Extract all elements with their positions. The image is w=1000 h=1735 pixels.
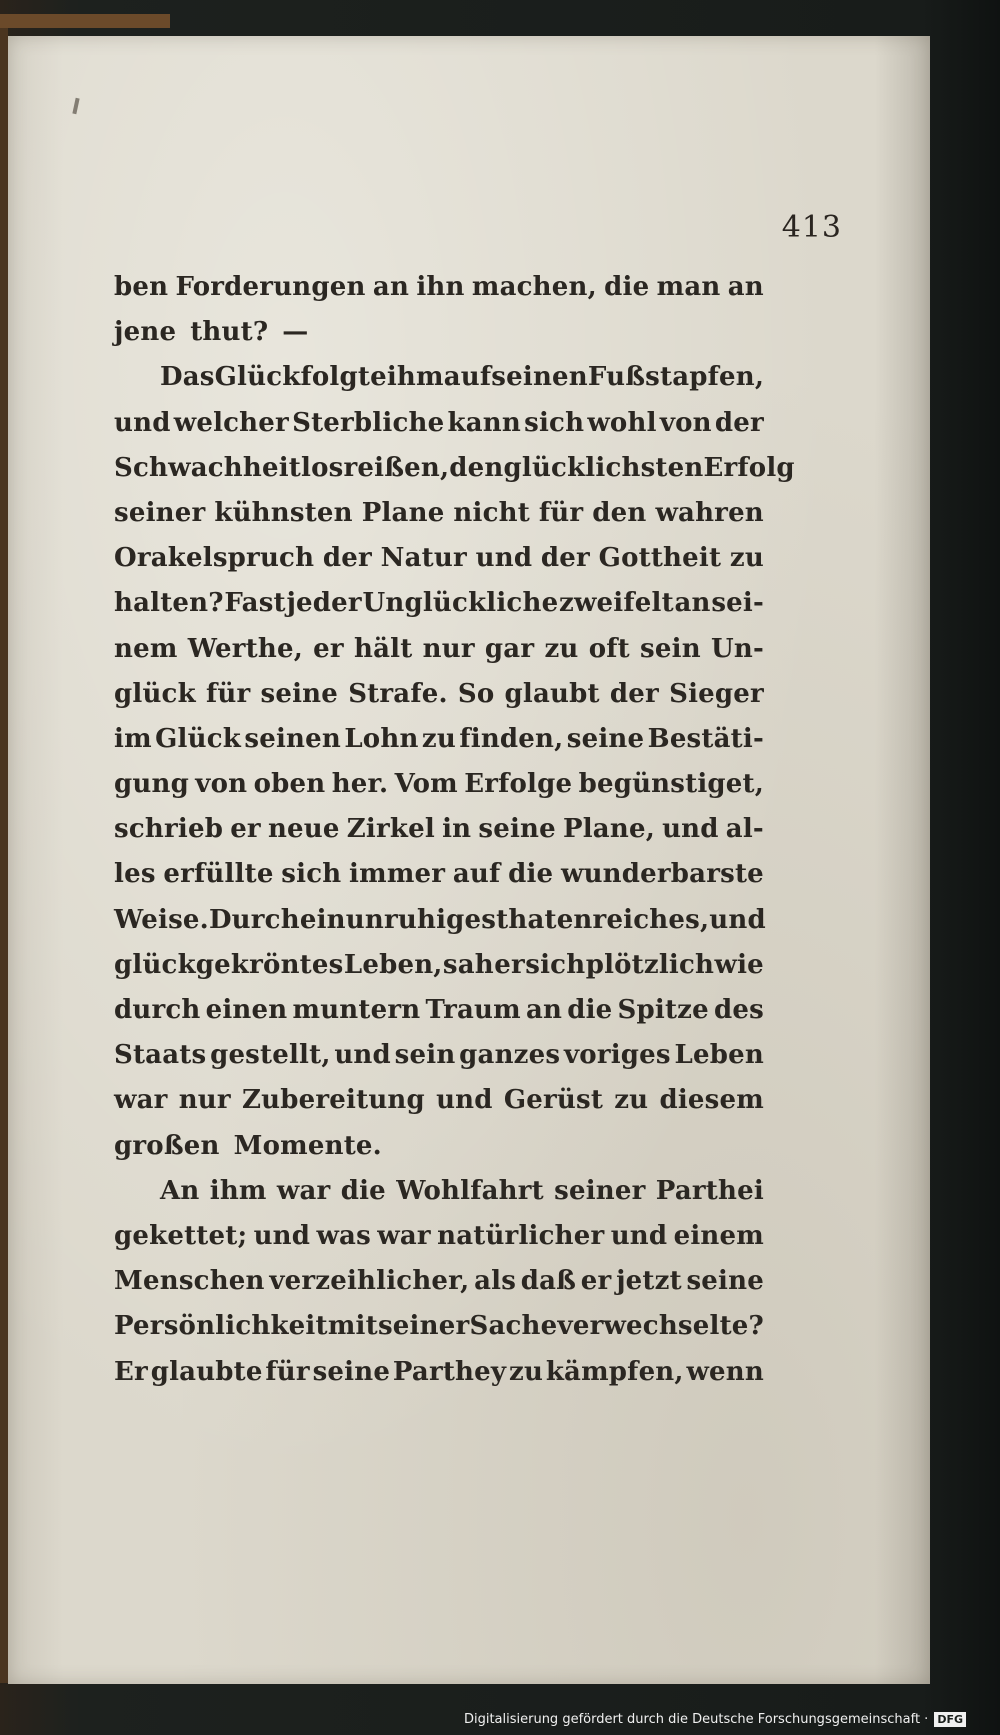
text-line xyxy=(114,1304,764,1349)
word: verwechselte? xyxy=(557,1311,764,1342)
word: natürlicher xyxy=(437,1220,605,1251)
word: zu xyxy=(614,1085,649,1116)
word: zu xyxy=(508,1356,544,1387)
word: welcher xyxy=(173,407,289,438)
word: thut? xyxy=(190,317,269,348)
word: Parthey xyxy=(392,1356,507,1387)
word: erfüllte xyxy=(163,859,274,890)
word: seine xyxy=(566,723,645,754)
word: und xyxy=(253,1220,311,1251)
text-line xyxy=(114,310,764,355)
word: seine xyxy=(260,678,339,709)
word: Unglückliche xyxy=(362,588,559,619)
word: finden, xyxy=(459,723,564,754)
word: und xyxy=(662,814,719,845)
word: Un- xyxy=(710,633,764,664)
word: ihm xyxy=(209,1175,267,1206)
word: er xyxy=(313,633,344,664)
word: kann xyxy=(447,407,521,438)
word: großen xyxy=(114,1130,220,1161)
word: seiner xyxy=(377,1311,470,1342)
word: seinen xyxy=(244,723,341,754)
word: einem xyxy=(673,1220,764,1251)
word: Lohn xyxy=(344,723,419,754)
word: die xyxy=(567,995,613,1025)
word: Natur xyxy=(380,543,467,574)
word: als xyxy=(474,1266,517,1297)
word: unruhiges xyxy=(345,904,497,935)
text-line xyxy=(114,627,764,672)
word: voriges xyxy=(563,1040,671,1071)
word: für xyxy=(265,1356,310,1387)
word: Gerüst xyxy=(503,1085,604,1116)
word: Sterbliche xyxy=(292,407,445,438)
word: jetzt xyxy=(616,1266,682,1297)
word: thatenreiches, xyxy=(496,904,710,935)
word: Bestäti- xyxy=(647,723,764,754)
word: war xyxy=(276,1175,331,1206)
text-line xyxy=(114,717,764,762)
text-line xyxy=(114,1033,764,1078)
dfg-logo: DFG xyxy=(934,1712,966,1727)
word: nicht xyxy=(453,497,530,528)
word: Gottheit xyxy=(598,543,722,574)
word: seine xyxy=(686,1266,764,1297)
word: Strafe. xyxy=(348,678,448,709)
word: sei- xyxy=(711,588,764,619)
word: den xyxy=(449,452,504,483)
word: den xyxy=(592,497,647,528)
word: ben xyxy=(114,272,169,302)
text-line xyxy=(114,988,764,1033)
word: Glück xyxy=(214,362,301,393)
word: nur xyxy=(178,1085,231,1116)
word: Sache xyxy=(469,1311,558,1342)
word: Zubereitung xyxy=(241,1085,425,1116)
word: Traum xyxy=(425,995,521,1025)
word: neue xyxy=(267,814,340,845)
text-line xyxy=(114,898,764,943)
word: gekettet; xyxy=(114,1220,248,1251)
text-line xyxy=(114,581,764,626)
word: Plane, xyxy=(562,814,655,845)
word: und xyxy=(610,1220,668,1251)
text-line xyxy=(114,1078,764,1123)
word: zu xyxy=(729,543,764,574)
word: Schwachheit xyxy=(114,452,302,483)
word: al- xyxy=(725,814,764,845)
word: glaubte xyxy=(150,1356,263,1387)
word: die xyxy=(604,272,650,302)
word: So xyxy=(457,678,495,709)
text-line xyxy=(114,491,764,536)
ink-mark xyxy=(72,98,79,114)
word: glaubt xyxy=(504,678,600,709)
word: gestellt, xyxy=(210,1040,331,1071)
word: nur xyxy=(422,633,475,664)
text-line xyxy=(114,1214,764,1259)
word: die xyxy=(508,859,554,890)
text-line xyxy=(114,943,764,988)
word: kühnsten xyxy=(214,497,353,528)
word: er xyxy=(494,949,525,980)
word: und xyxy=(436,1085,493,1116)
body-text xyxy=(114,265,795,1395)
book-cover-edge-left xyxy=(0,28,8,1683)
word: zweifelt xyxy=(559,588,674,619)
word: für xyxy=(205,678,251,709)
word: glücklichsten xyxy=(503,452,704,483)
word: sich xyxy=(525,949,586,980)
word: und xyxy=(475,543,533,574)
word: — xyxy=(282,317,309,348)
word: Er xyxy=(114,1356,148,1387)
word: Leben xyxy=(674,1040,764,1071)
word: Forderungen xyxy=(175,272,366,302)
word: der xyxy=(714,407,764,438)
word: gung xyxy=(114,769,189,800)
page-number: 413 xyxy=(781,210,842,245)
word: einen xyxy=(205,995,288,1025)
word: die xyxy=(340,1175,386,1206)
digitization-credit xyxy=(464,1712,966,1727)
word: für xyxy=(538,497,584,528)
text-line xyxy=(114,536,764,581)
word: war xyxy=(377,1220,431,1251)
word: sein xyxy=(640,633,701,664)
word: der xyxy=(322,543,372,574)
word: Das xyxy=(160,362,215,393)
word: sich xyxy=(524,407,585,438)
word: jene xyxy=(114,317,177,348)
word: oft xyxy=(588,633,630,664)
text-line xyxy=(114,807,764,852)
word: sein xyxy=(394,1040,456,1071)
book-cover-edge-top xyxy=(0,14,170,28)
word: muntern xyxy=(292,995,421,1025)
word: Glück xyxy=(155,723,241,754)
word: er xyxy=(230,814,261,845)
word: An xyxy=(160,1175,200,1206)
word: an xyxy=(727,272,764,302)
word: wenn xyxy=(686,1356,764,1387)
word: Staats xyxy=(114,1040,207,1071)
word: auf xyxy=(443,362,492,393)
word: im xyxy=(114,723,152,754)
word: ihm xyxy=(386,362,444,393)
word: gar xyxy=(484,633,535,664)
word: zu xyxy=(544,633,579,664)
word: folgte xyxy=(300,362,387,393)
word: Wohlfahrt xyxy=(396,1175,544,1206)
word: oben xyxy=(253,769,326,800)
word: les xyxy=(114,859,156,890)
word: Fußstapfen, xyxy=(587,362,765,393)
word: daß xyxy=(520,1266,577,1297)
word: Erfolg xyxy=(703,452,795,483)
credit-text: Digitalisierung gefördert durch die Deutsche Forschungsgemeinschaft · xyxy=(463,1712,929,1727)
word: des xyxy=(713,995,764,1025)
text-line xyxy=(114,762,764,807)
word: seiner xyxy=(554,1175,646,1206)
word: an xyxy=(674,588,711,619)
word: plötzlich xyxy=(585,949,715,980)
word: her. xyxy=(331,769,389,800)
word: zu xyxy=(421,723,456,754)
word: wahren xyxy=(655,497,764,528)
word: Momente. xyxy=(233,1130,382,1161)
word: Fast xyxy=(224,588,286,619)
word: diesem xyxy=(659,1085,764,1116)
word: Durch xyxy=(208,904,300,935)
word: hält xyxy=(354,633,413,664)
text-line xyxy=(114,1124,764,1169)
word: Leben, xyxy=(343,949,443,980)
word: von xyxy=(659,407,712,438)
word: war xyxy=(114,1085,168,1116)
word: Orakelspruch xyxy=(114,543,315,574)
text-line xyxy=(114,401,764,446)
word: seiner xyxy=(114,497,206,528)
word: von xyxy=(195,769,248,800)
word: seinen xyxy=(491,362,588,393)
text-line xyxy=(114,355,764,400)
text-line xyxy=(114,1259,764,1304)
word: man xyxy=(656,272,721,302)
word: er xyxy=(580,1266,612,1297)
word: an xyxy=(372,272,410,302)
text-line xyxy=(114,1350,764,1395)
word: Spitze xyxy=(617,995,709,1025)
word: halten? xyxy=(114,588,224,619)
word: ihn xyxy=(416,272,465,302)
word: in xyxy=(442,814,472,845)
word: Menschen xyxy=(114,1266,265,1297)
word: mit xyxy=(327,1311,378,1342)
word: ein xyxy=(299,904,346,935)
text-line xyxy=(114,852,764,897)
word: seine xyxy=(312,1356,391,1387)
word: Persönlichkeit xyxy=(114,1311,328,1342)
word: Weise. xyxy=(114,904,209,935)
word: ganzes xyxy=(459,1040,561,1071)
word: sah xyxy=(442,949,494,980)
word: schrieb xyxy=(114,814,224,845)
word: immer xyxy=(349,859,446,890)
word: und xyxy=(709,904,766,935)
word: wohl xyxy=(587,407,657,438)
word: begünstiget, xyxy=(578,769,764,800)
word: nem xyxy=(114,633,178,664)
word: machen, xyxy=(471,272,597,302)
word: durch xyxy=(114,995,201,1025)
word: kämpfen, xyxy=(545,1356,684,1387)
word: losreißen, xyxy=(301,452,450,483)
word: Werthe, xyxy=(187,633,303,664)
word: sich xyxy=(281,859,342,890)
word: Parthei xyxy=(655,1175,764,1206)
text-line xyxy=(114,265,764,310)
word: Vom xyxy=(394,769,458,800)
word: Sieger xyxy=(669,678,764,709)
text-line xyxy=(114,672,764,717)
text-line xyxy=(114,1169,764,1214)
word: was xyxy=(316,1220,371,1251)
word: jeder xyxy=(286,588,362,619)
word: wie xyxy=(714,949,764,980)
word: und xyxy=(334,1040,391,1071)
word: der xyxy=(609,678,659,709)
word: glückgekröntes xyxy=(114,949,344,980)
word: auf xyxy=(452,859,501,890)
word: Zirkel xyxy=(346,814,435,845)
word: Erfolge xyxy=(464,769,573,800)
word: an xyxy=(525,995,563,1025)
word: seine xyxy=(478,814,556,845)
word: Plane xyxy=(361,497,445,528)
word: wunderbarste xyxy=(560,859,764,890)
word: verzeihlicher, xyxy=(269,1266,470,1297)
word: glück xyxy=(114,678,196,709)
text-line xyxy=(114,446,795,491)
word: und xyxy=(114,407,171,438)
word: der xyxy=(540,543,590,574)
